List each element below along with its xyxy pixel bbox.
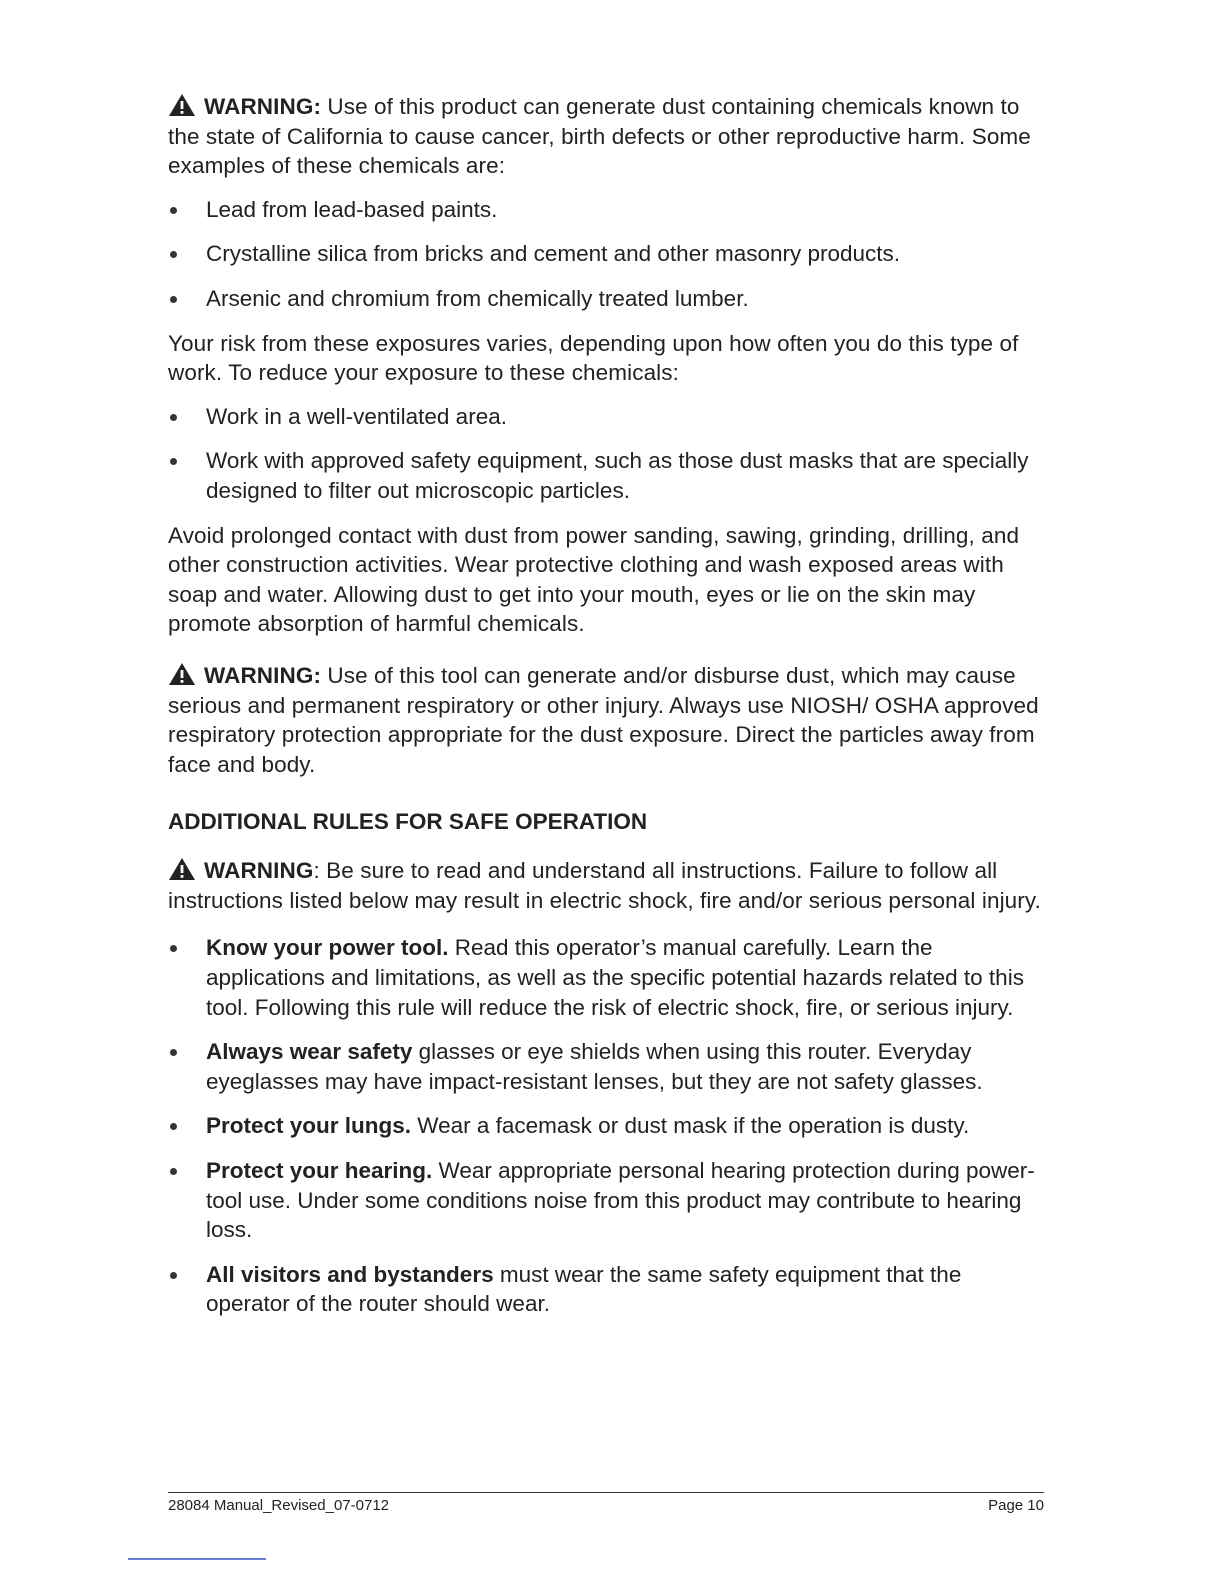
list-item: Work with approved safety equipment, such as those dust masks that are specially designed to filter out microscopic particles.: [168, 446, 1048, 505]
warning-respiratory: [168, 661, 1048, 779]
safety-rules-list: [168, 933, 1048, 1319]
list-item: Protect your hearing. Wear appropriate personal hearing protection during power-tool use. Under some conditions noise from this product may contribute to hearing loss.: [168, 1156, 1048, 1245]
warning-label: WARNING:: [204, 662, 322, 688]
bullet-icon: [170, 1049, 177, 1056]
bottom-rule: [128, 1558, 266, 1560]
page-footer: [168, 1492, 1044, 1514]
bullet-icon: [170, 414, 177, 421]
document-id: 28084 Manual_Revised_07-0712: [168, 1497, 390, 1514]
list-item: Arsenic and chromium from chemically treated lumber.: [168, 284, 1048, 314]
list-item: Lead from lead-based paints.: [168, 195, 1048, 225]
bullet-icon: [170, 207, 177, 214]
manual-page: [168, 92, 1048, 1334]
warning-triangle-icon: [168, 662, 196, 686]
section-heading: ADDITIONAL RULES FOR SAFE OPERATION: [168, 809, 648, 835]
bullet-icon: [170, 1272, 177, 1279]
warning-text: : Be sure to read and understand all instructions. Failure to follow all instructions listed below may result in electric shock, fire and/or serious personal injury.: [168, 858, 1041, 913]
list-item: Crystalline silica from bricks and cement and other masonry products.: [168, 239, 1048, 269]
page-number: Page 10: [988, 1497, 1044, 1514]
warning-california: [168, 92, 1048, 181]
bullet-icon: [170, 296, 177, 303]
list-item: Know your power tool. Read this operator’s manual carefully. Learn the applications and limitations, as well as the specific potential hazards related to this tool. Following this rule will reduce the risk of electric shock, fire, or serious injury.: [168, 933, 1048, 1022]
warning-label: WARNING: [204, 858, 314, 884]
warning-triangle-icon: [168, 857, 196, 881]
list-item: Protect your lungs. Wear a facemask or dust mask if the operation is dusty.: [168, 1111, 1048, 1141]
warning-instructions: [168, 856, 1048, 915]
bullet-icon: [170, 1168, 177, 1175]
warning-label: WARNING:: [204, 94, 322, 119]
bullet-icon: [170, 458, 177, 465]
bullet-icon: [170, 251, 177, 258]
risk-paragraph: Your risk from these exposures varies, depending upon how often you do this type of work. To reduce your exposure to these chemicals:: [168, 330, 1019, 386]
warning-triangle-icon: [168, 93, 196, 117]
warning-text: Use of this product can generate dust containing chemicals known to the state of California to cause cancer, birth defects or other reproductive harm. Some examples of these chemicals are:: [168, 94, 1031, 179]
list-item: Always wear safety glasses or eye shields when using this router. Everyday eyeglasses may have impact-resistant lenses, but they are not safety glasses.: [168, 1037, 1048, 1096]
bullet-icon: [170, 1123, 177, 1130]
warning-text: Use of this tool can generate and/or disburse dust, which may cause serious and permanent respiratory or other injury. Always use NIOSH/ OSHA approved respiratory protection appropriate for the dust exposure. Direct the particles away from face and body.: [168, 662, 1039, 777]
list-item: All visitors and bystanders must wear the same safety equipment that the operator of the router should wear.: [168, 1260, 1048, 1319]
risk-reduction-list: [168, 402, 1048, 506]
list-item: Work in a well-ventilated area.: [168, 402, 1048, 432]
bullet-icon: [170, 945, 177, 952]
avoid-contact-paragraph: Avoid prolonged contact with dust from power sanding, sawing, grinding, drilling, and other construction activities. Wear protective clothing and wash exposed areas with soap and water. Allowing dust to get into your mouth, eyes or lie on the skin may promote absorption of harmful chemicals.: [168, 522, 1020, 637]
chemical-list: [168, 195, 1048, 314]
